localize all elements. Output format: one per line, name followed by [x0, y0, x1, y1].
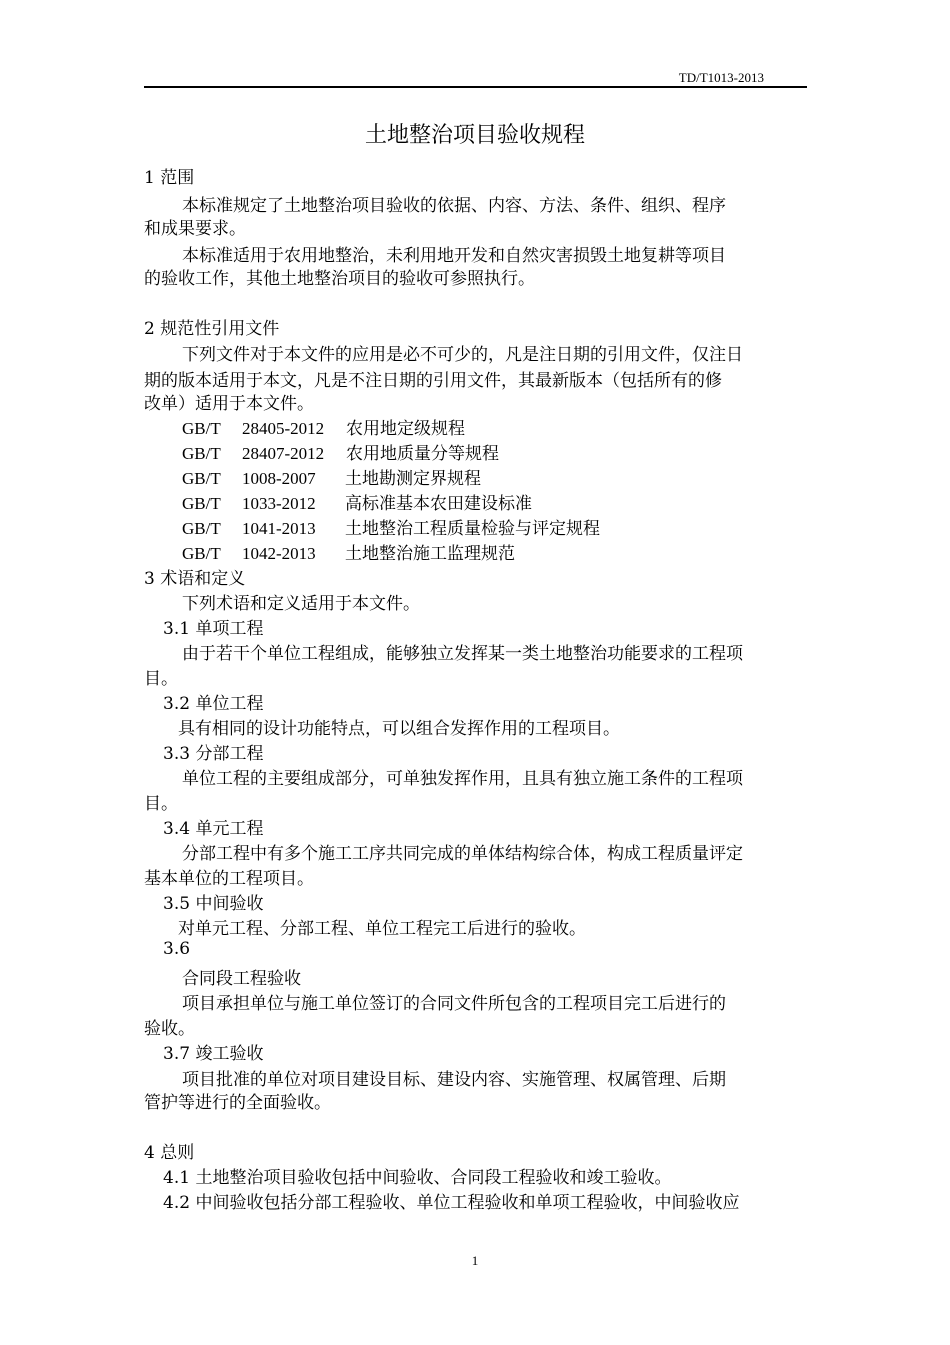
term-3-6-line-2: 验收。 — [144, 1019, 195, 1039]
clause-4-1: 4.1 土地整治项目验收包括中间验收、合同段工程验收和竣工验收。 — [163, 1168, 672, 1188]
section-3-intro: 下列术语和定义适用于本文件。 — [182, 594, 420, 614]
reference-item — [182, 439, 499, 464]
document-title: 土地整治项目验收规程 — [364, 123, 585, 148]
reference-item — [182, 539, 515, 564]
reference-name: 农用地定级规程 — [346, 419, 465, 439]
term-3-6-heading: 3.6 — [163, 939, 191, 959]
section-1-paragraph-2-line-1: 本标准适用于农用地整治，未利用地开发和自然灾害损毁土地复耕等项目 — [182, 246, 726, 266]
section-1-paragraph-1-line-2: 和成果要求。 — [144, 219, 246, 239]
section-2-paragraph-line-1: 下列文件对于本文件的应用是必不可少的，凡是注日期的引用文件，仅注日 — [182, 345, 743, 365]
reference-standard: GB/T — [182, 544, 221, 563]
reference-name: 农用地质量分等规程 — [346, 444, 499, 464]
reference-name: 土地整治工程质量检验与评定规程 — [345, 519, 600, 539]
reference-item — [182, 414, 465, 439]
header-rule — [144, 86, 807, 88]
term-3-4-heading: 3.4 单元工程 — [163, 819, 264, 839]
term-3-5-line-1: 对单元工程、分部工程、单位工程完工后进行的验收。 — [178, 919, 586, 939]
reference-item — [182, 464, 481, 489]
page-number: 1 — [471, 1253, 479, 1268]
reference-standard: GB/T — [182, 494, 221, 513]
reference-name: 土地勘测定界规程 — [345, 469, 481, 489]
term-3-7-heading: 3.7 竣工验收 — [163, 1044, 264, 1064]
reference-number: 28407-2012 — [242, 444, 325, 463]
reference-number: 1033-2012 — [242, 494, 316, 513]
term-3-3-heading: 3.3 分部工程 — [163, 744, 264, 764]
term-3-7-line-2: 管护等进行的全面验收。 — [144, 1093, 331, 1113]
reference-standard: GB/T — [182, 444, 221, 463]
document-code: TD/T1013-2013 — [678, 70, 764, 85]
reference-number: 1008-2007 — [242, 469, 316, 488]
term-3-4-line-2: 基本单位的工程项目。 — [144, 869, 314, 889]
term-3-1-heading: 3.1 单项工程 — [163, 619, 264, 639]
term-3-6-line-1: 项目承担单位与施工单位签订的合同文件所包含的工程项目完工后进行的 — [182, 994, 726, 1014]
term-3-1-line-2: 目。 — [144, 669, 178, 689]
clause-4-2: 4.2 中间验收包括分部工程验收、单位工程验收和单项工程验收，中间验收应 — [163, 1193, 740, 1213]
term-3-1-line-1: 由于若干个单位工程组成，能够独立发挥某一类土地整治功能要求的工程项 — [182, 644, 743, 664]
section-4-heading: 4 总则 — [144, 1143, 195, 1163]
reference-item — [182, 514, 600, 539]
section-1-paragraph-1-line-1: 本标准规定了土地整治项目验收的依据、内容、方法、条件、组织、程序 — [182, 196, 726, 216]
reference-number: 1042-2013 — [242, 544, 316, 563]
term-3-6-title: 合同段工程验收 — [182, 969, 301, 989]
section-1-heading: 1 范围 — [144, 168, 195, 188]
term-3-2-line-1: 具有相同的设计功能特点，可以组合发挥作用的工程项目。 — [178, 719, 620, 739]
section-2-paragraph-line-3: 改单）适用于本文件。 — [144, 394, 314, 414]
reference-standard: GB/T — [182, 469, 221, 488]
term-3-3-line-2: 目。 — [144, 794, 178, 814]
section-1-paragraph-2-line-2: 的验收工作，其他土地整治项目的验收可参照执行。 — [144, 269, 535, 289]
reference-item — [182, 489, 532, 514]
term-3-5-heading: 3.5 中间验收 — [163, 894, 264, 914]
term-3-7-line-1: 项目批准的单位对项目建设目标、建设内容、实施管理、权属管理、后期 — [182, 1070, 726, 1090]
section-2-paragraph-line-2: 期的版本适用于本文，凡是不注日期的引用文件，其最新版本（包括所有的修 — [144, 371, 722, 391]
reference-name: 高标准基本农田建设标准 — [345, 494, 532, 514]
reference-standard: GB/T — [182, 419, 221, 438]
reference-name: 土地整治施工监理规范 — [345, 544, 515, 564]
term-3-2-heading: 3.2 单位工程 — [163, 694, 264, 714]
reference-standard: GB/T — [182, 519, 221, 538]
reference-number: 1041-2013 — [242, 519, 316, 538]
section-2-heading: 2 规范性引用文件 — [144, 319, 280, 339]
term-3-4-line-1: 分部工程中有多个施工工序共同完成的单体结构综合体，构成工程质量评定 — [182, 844, 743, 864]
section-3-heading: 3 术语和定义 — [144, 569, 246, 589]
reference-number: 28405-2012 — [242, 419, 325, 438]
term-3-3-line-1: 单位工程的主要组成部分，可单独发挥作用，且具有独立施工条件的工程项 — [182, 769, 743, 789]
